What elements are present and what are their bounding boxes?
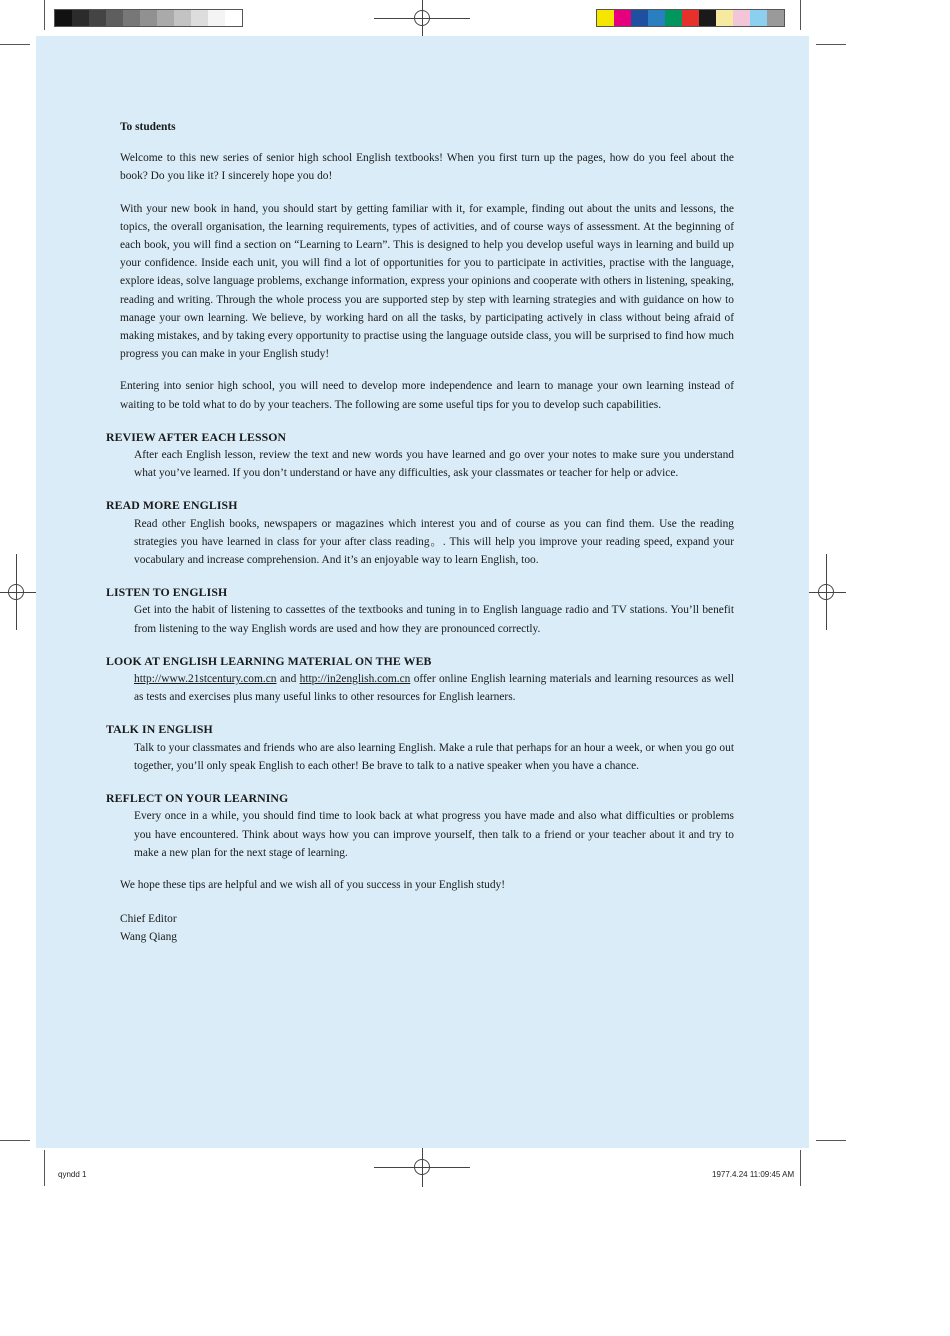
calibration-swatch [72, 10, 89, 26]
tip-heading: READ MORE ENGLISH [106, 498, 238, 513]
calibration-swatch [716, 10, 733, 26]
calibration-swatch [597, 10, 614, 26]
intro-paragraph: Welcome to this new series of senior high school English textbooks! When you first turn up the pages, how do you feel about the book? Do you like it? I sincerely hope you do! [120, 152, 734, 183]
calibration-swatch [225, 10, 242, 26]
tip-body: Talk to your classmates and friends who are also learning English. Make a rule that perhaps for an hour a week, or when you go out together, you’ll only speak English to each other! Be brave to talk to a native speaker when you have a chance. [134, 741, 734, 772]
crop-mark [0, 44, 30, 45]
calibration-swatch [682, 10, 699, 26]
tip-heading: TALK IN ENGLISH [106, 722, 213, 737]
crop-mark [44, 1150, 45, 1186]
crop-mark [816, 1140, 846, 1141]
crop-mark [800, 0, 801, 30]
letter-content [106, 118, 734, 947]
calibration-swatch [191, 10, 208, 26]
calibration-swatch [750, 10, 767, 26]
crop-mark [816, 44, 846, 45]
letter-title: To students [120, 121, 176, 133]
calibration-swatch [157, 10, 174, 26]
tip-heading: REFLECT ON YOUR LEARNING [106, 791, 289, 806]
calibration-swatch [106, 10, 123, 26]
signature-name: Wang Qiang [120, 931, 177, 944]
tip-body: After each English lesson, review the text and new words you have learned and go over your notes to make sure you understand what you’ve learned. If you don’t understand or have any difficulties, ask your classmates or teacher for help or advice. [134, 449, 734, 480]
registration-mark-top [402, 0, 442, 38]
calibration-swatch [614, 10, 631, 26]
color-calibration-bar [596, 9, 785, 27]
link-conjunction: and [276, 673, 300, 686]
tip-body: Read other English books, newspapers or magazines which interest you and of course as you can find them. Use the reading strategies you have learned in class for your after class reading。. This will help you improve your reading speed, expand your vocabulary and increase comprehension. And it’s an enjoyable way to learn English, too. [134, 517, 734, 567]
tip-heading: LOOK AT ENGLISH LEARNING MATERIAL ON THE WEB [106, 653, 432, 668]
registration-mark-left [0, 572, 36, 612]
intro-paragraph: Entering into senior high school, you will need to develop more independence and learn to manage your own learning instead of waiting to be told what to do by your teachers. The following are some useful tips for you to develop such capabilities. [120, 380, 734, 411]
web-link-21stcentury[interactable]: http://www.21stcentury.com.cn [134, 673, 277, 686]
calibration-swatch [665, 10, 682, 26]
calibration-swatch [767, 10, 784, 26]
footer-file-label: qyndd 1 [58, 1170, 87, 1179]
closing-paragraph: We hope these tips are helpful and we wish all of you success in your English study! [120, 878, 506, 891]
registration-mark-bottom [402, 1147, 442, 1187]
calibration-swatch [55, 10, 72, 26]
calibration-swatch [140, 10, 157, 26]
calibration-swatch [123, 10, 140, 26]
grayscale-calibration-bar [54, 9, 243, 27]
calibration-swatch [89, 10, 106, 26]
tip-body [134, 670, 734, 706]
calibration-swatch [631, 10, 648, 26]
tip-body-rest: offer online English learning materials and learning resources as well as tests and exercises plus many useful links to other resources for English learners. [134, 673, 734, 704]
crop-mark [0, 1140, 30, 1141]
calibration-swatch [174, 10, 191, 26]
tip-body: Every once in a while, you should find time to look back at what progress you have made and also what difficulties or problems you have encountered. Think about ways how you can improve yourself, then talk to a friend or your teacher about it and try to make a new plan for the next stage of learning. [134, 810, 734, 859]
tip-heading: LISTEN TO ENGLISH [106, 585, 228, 600]
tip-body: Get into the habit of listening to cassettes of the textbooks and tuning in to English language radio and TV stations. You’ll benefit from listening to the way English words are used and how they are pronounced correctly. [134, 604, 734, 635]
calibration-swatch [648, 10, 665, 26]
calibration-swatch [699, 10, 716, 26]
footer-timestamp: 1977.4.24 11:09:45 AM [712, 1170, 795, 1179]
calibration-swatch [733, 10, 750, 26]
crop-mark [44, 0, 45, 30]
registration-mark-right [806, 572, 846, 612]
crop-mark [800, 1150, 801, 1186]
tip-heading: REVIEW AFTER EACH LESSON [106, 429, 287, 444]
web-link-in2english[interactable]: http://in2english.com.cn [299, 673, 411, 686]
signature-role: Chief Editor [120, 913, 177, 926]
intro-paragraph: With your new book in hand, you should start by getting familiar with it, for example, finding out about the units and lessons, the topics, the overall organisation, the learning requirements, types of activities, and of course ways of assessment. At the beginning of each book, you will find a section on “Learning to Learn”. This is designed to help you develop useful ways in learning and build up your confidence. Inside each unit, you will find a lot of opportunities for you to participate in activities, practise with the language, explore ideas, solve language problems, exchange information, express your opinions and cooperate with others in listening, speaking, reading and writing. Through the whole process you are supported step by step with learning strategies and with guidance on how to manage your own learning. We believe, by working hard on all the tasks, by participating actively in class without being afraid of making mistakes, and by taking every opportunity to practise using the language outside class, you will be surprised to find how much progress you can make in your English study! [120, 202, 734, 361]
calibration-swatch [208, 10, 225, 26]
